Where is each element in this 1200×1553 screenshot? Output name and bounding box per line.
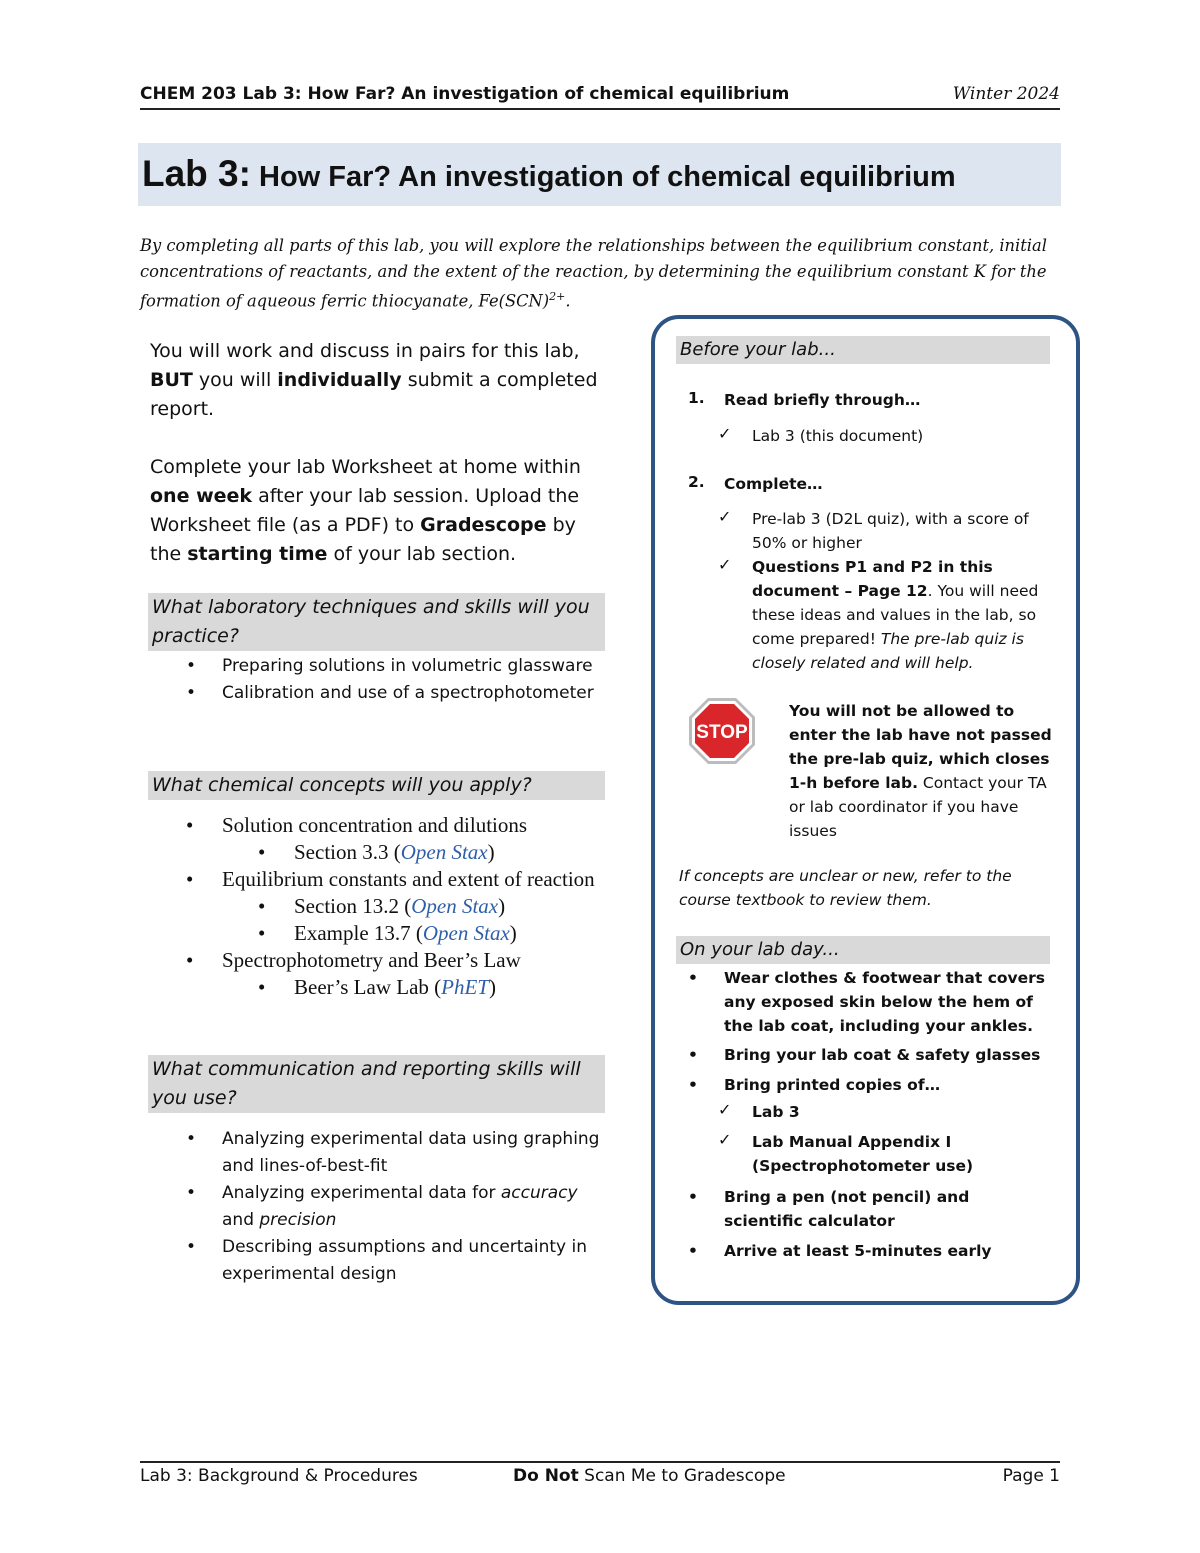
list-item — [186, 1180, 606, 1234]
item-text-b: accuracy — [500, 1183, 578, 1203]
sub-pre: Beer’s Law Lab ( — [294, 975, 442, 999]
sub-list-item — [258, 974, 606, 1001]
step2-label: Complete… — [724, 475, 823, 493]
step1-number: 1. — [688, 389, 705, 407]
lead-p1-e: submit a completed report. — [150, 369, 598, 420]
check-icon: ✓ — [718, 555, 732, 574]
title-main: How Far? An investigation of chemical equilibrium — [250, 161, 956, 193]
step2-item1: Pre-lab 3 (D2L quiz), with a score of 50% or higher — [752, 510, 1029, 552]
step2-item2-c: The pre-lab quiz is closely related and will help. — [752, 630, 1024, 672]
lead-p2-f: starting time — [187, 543, 328, 565]
title-lab: Lab 3: — [142, 153, 251, 194]
list-item: • Bring your lab coat & safety glasses — [688, 1043, 1048, 1067]
footer-rule — [140, 1461, 1060, 1463]
open-stax-link[interactable]: Open Stax — [411, 894, 499, 918]
communication-heading: What communication and reporting skills will you use? — [148, 1055, 605, 1113]
list-item: • Arrive at least 5-minutes early — [688, 1239, 1048, 1263]
sub-post: ) — [487, 840, 495, 864]
lead-p1-d: individually — [277, 369, 402, 391]
lab-day-list-2 — [688, 1185, 1048, 1263]
lab-day-list — [688, 966, 1048, 1097]
sub-pre: Section 13.2 ( — [294, 894, 412, 918]
step2-item2 — [752, 555, 1052, 675]
lead-text — [150, 337, 605, 598]
step1-item: Lab 3 (this document) — [752, 427, 924, 445]
sub-pre: Example 13.7 ( — [294, 921, 423, 945]
header-title: CHEM 203 Lab 3: How Far? An investigation of chemical equilibrium — [140, 84, 790, 104]
sub-post: ) — [488, 975, 496, 999]
list-item: • Wear clothes & footwear that covers any exposed skin below the hem of the lab coat, including your ankles. — [688, 966, 1048, 1038]
lead-p2-a: Complete your lab Worksheet at home within — [150, 456, 581, 478]
list-item: • Calibration and use of a spectrophotometer — [186, 680, 606, 707]
sub-list-item — [258, 893, 606, 920]
lead-p1-a: You will work and discuss in pairs for this lab, — [150, 340, 580, 362]
stop-warning-bold: You will not be allowed to enter the lab have not passed the pre-lab quiz, which closes 1-h before lab. — [789, 702, 1052, 792]
sub-post: ) — [498, 894, 506, 918]
list-item — [186, 947, 606, 1001]
communication-list — [186, 1126, 606, 1288]
list-item: • Analyzing experimental data using graphing and lines-of-best-fit — [186, 1126, 606, 1180]
bring-lab3: Lab 3 — [752, 1103, 800, 1121]
footer-left: Lab 3: Background & Procedures — [140, 1466, 418, 1486]
bring-appendix: Lab Manual Appendix I (Spectrophotometer use) — [752, 1133, 974, 1175]
page-header — [140, 84, 1060, 108]
concept-text: Spectrophotometry and Beer’s Law — [222, 948, 521, 972]
item-text-d: precision — [259, 1210, 337, 1230]
before-heading: Before your lab... — [676, 336, 1050, 364]
lead-p1-b: BUT — [150, 369, 193, 391]
item-text-c: and — [222, 1210, 260, 1230]
intro-paragraph — [140, 233, 1060, 314]
concepts-note: If concepts are unclear or new, refer to the course textbook to review them. — [679, 867, 1012, 909]
list-item: • Bring a pen (not pencil) and scientific calculator — [688, 1185, 1048, 1233]
sub-pre: Section 3.3 ( — [294, 840, 401, 864]
footer-center — [513, 1466, 786, 1486]
item-text-a: Analyzing experimental data for — [222, 1183, 501, 1203]
check-icon: ✓ — [718, 1130, 732, 1149]
list-item: • Bring printed copies of… — [688, 1073, 1048, 1097]
stop-warning — [789, 699, 1054, 843]
concepts-heading: What chemical concepts will you apply? — [148, 771, 605, 800]
intro-end: . — [565, 291, 571, 311]
step2-number: 2. — [688, 473, 705, 491]
techniques-list — [186, 653, 606, 707]
stop-warning-normal: Contact your TA or lab coordinator if you have issues — [789, 774, 1047, 840]
list-item: • Describing assumptions and uncertainty in experimental design — [186, 1234, 606, 1288]
phet-link[interactable]: PhET — [441, 975, 489, 999]
intro-text: By completing all parts of this lab, you will explore the relationships between the equilibrium constant, initial concentrations of reactants, and the extent of the reaction, by determining the equilibrium constant K for the formation of aqueous ferric thiocyanate, Fe(SCN) — [140, 236, 1047, 311]
lead-p1-c: you will — [192, 369, 278, 391]
concept-text: Equilibrium constants and extent of reaction — [222, 867, 595, 891]
check-icon: ✓ — [718, 1100, 732, 1119]
check-icon: ✓ — [718, 424, 732, 443]
lab-day-heading: On your lab day... — [676, 936, 1050, 964]
step1-label: Read briefly through… — [724, 391, 921, 409]
check-icon: ✓ — [718, 507, 732, 526]
list-item — [186, 812, 606, 866]
lead-p2-b: one week — [150, 485, 253, 507]
stop-sign-icon — [688, 697, 756, 765]
header-term: Winter 2024 — [952, 84, 1060, 104]
footer-center-bold: Do Not — [513, 1466, 579, 1486]
title-band — [138, 143, 1061, 206]
stop-sign-text: STOP — [696, 722, 748, 743]
techniques-heading: What laboratory techniques and skills will you practice? — [148, 593, 605, 651]
lead-p2-e: by the — [150, 514, 576, 565]
lead-paragraph-1 — [150, 337, 605, 424]
list-item: • Preparing solutions in volumetric glassware — [186, 653, 606, 680]
concepts-list — [186, 812, 606, 1001]
sub-list-item — [258, 839, 606, 866]
footer-center-rest: Scan Me to Gradescope — [578, 1466, 786, 1486]
concept-text: Solution concentration and dilutions — [222, 813, 528, 837]
header-rule — [140, 108, 1060, 110]
step2-item2-b: . You will need these ideas and values in the lab, so come prepared! — [752, 582, 1039, 648]
open-stax-link[interactable]: Open Stax — [422, 921, 510, 945]
sub-list-item — [258, 920, 606, 947]
open-stax-link[interactable]: Open Stax — [400, 840, 488, 864]
footer-page: Page 1 — [1002, 1466, 1060, 1486]
intro-superscript: 2+ — [549, 290, 566, 303]
lead-p2-c: after your lab session. Upload the Worksheet file (as a PDF) to — [150, 485, 580, 536]
lead-paragraph-2 — [150, 453, 605, 569]
lead-p2-g: of your lab section. — [327, 543, 517, 565]
list-item — [186, 866, 606, 947]
page-title — [142, 153, 956, 195]
lead-p2-d: Gradescope — [420, 514, 547, 536]
sub-post: ) — [509, 921, 517, 945]
step2-item2-a: Questions P1 and P2 in this document – Page 12 — [752, 558, 993, 600]
